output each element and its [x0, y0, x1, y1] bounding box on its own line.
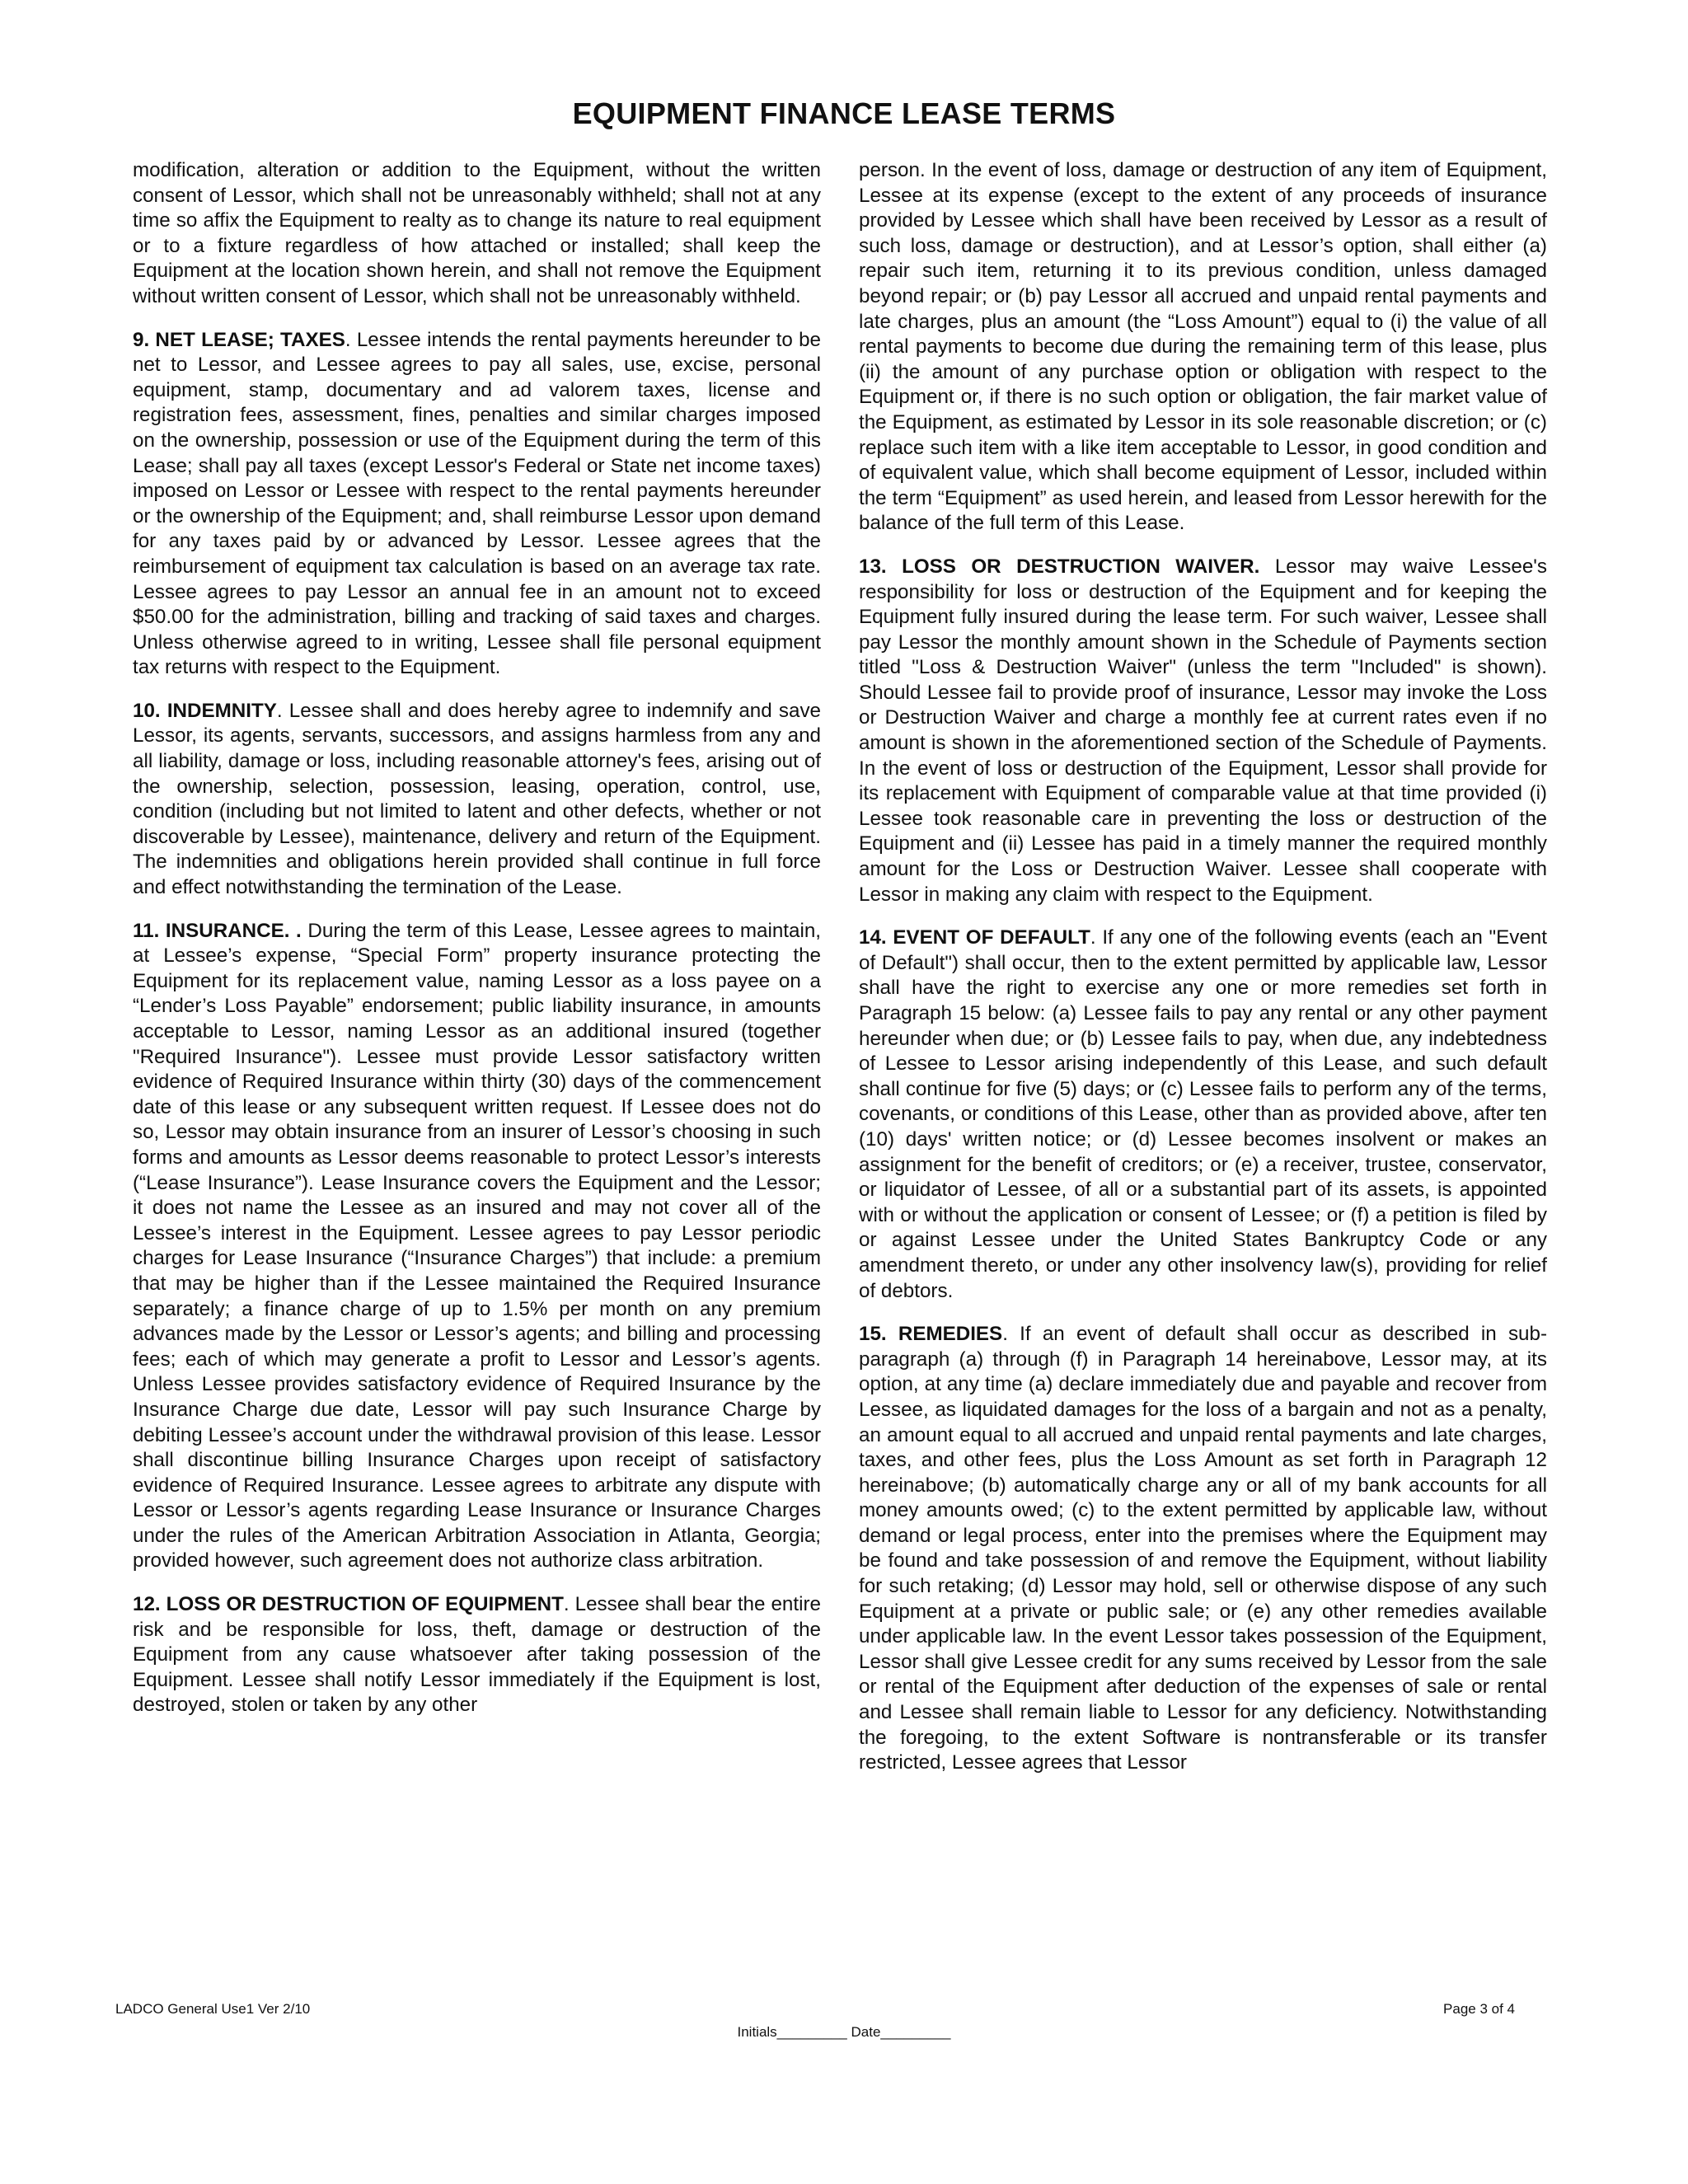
section-14-event-of-default	[859, 926, 1547, 1304]
document-title: EQUIPMENT FINANCE LEASE TERMS	[572, 96, 1116, 130]
section-heading: 12. LOSS OR DESTRUCTION OF EQUIPMENT	[133, 1593, 564, 1616]
paragraph-text: modification, alteration or addition to the Equipment, without the written consent of Lessor, which shall not be unreasonably withheld; shall not at any time so affix the Equipment to realty as to change its nature to real equipment or to a fixture regardless of how attached or installed; shall keep the Equipment at the location shown herein, and shall not remove the Equipment without written consent of Lessor, which shall not be unreasonably withheld.	[133, 159, 821, 307]
section-13-loss-destruction-waiver	[859, 555, 1547, 907]
section-body: . Lessee intends the rental payments hereunder to be net to Lessor, and Lessee agrees to pay all sales, use, excise, personal equipment, stamp, documentary and ad valorem taxes, license and registration fees, assessment, fines, penalties and similar charges imposed on the ownership, possession or use of the Equipment during the term of this Lease; shall pay all taxes (except Lessor's Federal or State net income taxes) imposed on Lessor or Lessee with respect to the rental payments hereunder or the ownership of the Equipment; and, shall reimburse Lessor upon demand for any taxes paid by or advanced by Lessor. Lessee agrees that the reimbursement of equipment tax calculation is based on an average tax rate. Lessee agrees to pay Lessor an annual fee in an amount not to exceed $50.00 for the administration, billing and tracking of said taxes and charges. Unless otherwise agreed to in writing, Lessee shall file personal equipment tax returns with respect to the Equipment.	[133, 328, 822, 679]
section-9-net-lease-taxes	[133, 328, 821, 681]
paragraph-8-continued	[133, 158, 821, 310]
section-body: . Lessee shall bear the entire risk and be responsible for loss, theft, damage or destruction of the Equipment from any cause whatsoever after taking possession of the Equipment. Lessee shall notify Lessor immediately if the Equipment is lost, destroyed, stolen or taken by any other	[133, 1593, 821, 1717]
right-column	[859, 158, 1547, 1794]
section-heading: 13. LOSS OR DESTRUCTION WAIVER.	[859, 555, 1260, 578]
page-number: Page 3 of 4	[1443, 2001, 1515, 2017]
initials-date-line: Initials_________ Date_________	[737, 2024, 951, 2040]
paragraph-12-continued	[859, 158, 1547, 537]
section-heading: 11. INSURANCE. .	[133, 919, 302, 942]
section-heading: 9. NET LEASE; TAXES	[133, 328, 345, 351]
section-heading: 15. REMEDIES	[859, 1323, 1003, 1346]
section-heading: 14. EVENT OF DEFAULT	[859, 926, 1090, 949]
left-column	[133, 158, 821, 1736]
section-body: During the term of this Lease, Lessee agrees to maintain, at Lessee’s expense, “Special Form” property insurance protecting the Equipment for its replacement value, naming Lessor as a loss payee on a “Lender’s Loss Payable” endorsement; public liability insurance, in amounts acceptable to Lessor, naming Lessor as an additional insured (together "Required Insurance"). Lessee must provide Lessor satisfactory written evidence of Required Insurance within thirty (30) days of the commencement date of this lease or any subsequent written request. If Lessee does not do so, Lessor may obtain insurance from an insurer of Lessor’s choosing in such forms and amounts as Lessor deems reasonable to protect Lessor’s interests (“Lease Insurance”). Lease Insurance covers the Equipment and the Lessor; it does not name the Lessee as an insured and may not cover all of the Lessee’s interest in the Equipment. Lessee agrees to pay Lessor periodic charges for Lease Insurance (“Insurance Charges”) that include: a premium that may be higher than if the Lessee maintained the Required Insurance separately; a finance charge of up to 1.5% per month on any premium advances made by the Lessor or Lessor’s agents; and billing and processing fees; each of which may generate a profit to Lessor and Lessor’s agents. Unless Lessee provides satisfactory evidence of Required Insurance by the Insurance Charge due date, Lessor will pay such Insurance Charge by debiting Lessee’s account under the withdrawal provision of this lease. Lessor shall discontinue billing Insurance Charges upon receipt of satisfactory evidence of Required Insurance. Lessee agrees to arbitrate any dispute with Lessor or Lessor’s agents regarding Lease Insurance or Insurance Charges under the rules of the American Arbitration Association in Atlanta, Georgia; provided however, such agreement does not authorize class arbitration.	[133, 919, 821, 1572]
paragraph-text: person. In the event of loss, damage or destruction of any item of Equipment, Lessee at its expense (except to the extent of any proceeds of insurance provided by Lessee which shall have been received by Lessor as a result of such loss, damage or destruction), and at Lessor’s option, shall either (a) repair such item, returning it to its previous condition, unless damaged beyond repair; or (b) pay Lessor all accrued and unpaid rental payments and late charges, plus an amount (the “Loss Amount”) equal to (i) the value of all rental payments to become due during the remaining term of this lease, plus (ii) the amount of any purchase option or obligation with respect to the Equipment or, if there is no such option or obligation, the fair market value of the Equipment, as estimated by Lessor in its sole reasonable discretion; or (c) replace such item with a like item acceptable to Lessor, in good condition and of equivalent value, which shall become equipment of Lessor, included within the term “Equipment” as used herein, and leased from Lessor herewith for the balance of the full term of this Lease.	[859, 159, 1547, 535]
section-heading: 10. INDEMNITY	[133, 699, 277, 722]
form-version: LADCO General Use1 Ver 2/10	[115, 2001, 311, 2017]
section-12-loss-or-destruction	[133, 1592, 821, 1718]
section-body: Lessor may waive Lessee's responsibility for loss or destruction of the Equipment and for keeping the Equipment fully insured during the lease term. For such waiver, Lessee shall pay Lessor the monthly amount shown in the Schedule of Payments section titled "Loss & Destruction Waiver" (unless the term "Included" is shown). Should Lessee fail to provide proof of insurance, Lessor may invoke the Loss or Destruction Waiver and charge a monthly fee at current rates even if no amount is shown in the aforementioned section of the Schedule of Payments. In the event of loss or destruction of the Equipment, Lessor shall provide for its replacement with Equipment of comparable value at that time provided (i) Lessee took reasonable care in preventing the loss or destruction of the Equipment and (ii) Lessee has paid in a timely manner the required monthly amount for the Loss or Destruction Waiver. Lessee shall cooperate with Lessor in making any claim with respect to the Equipment.	[859, 555, 1547, 906]
section-10-indemnity	[133, 699, 821, 901]
section-body: . If an event of default shall occur as described in sub-paragraph (a) through (f) in Paragraph 14 hereinabove, Lessor may, at its option, at any time (a) declare immediately due and payable and recover from Lessee, as liquidated damages for the loss of a bargain and not as a penalty, an amount equal to all accrued and unpaid rental payments and late charges, taxes, and other fees, plus the Loss Amount as set forth in Paragraph 12 hereinabove; (b) automatically charge any or all of my bank accounts for all money amounts owed; (c) to the extent permitted by applicable law, without demand or legal process, enter into the premises where the Equipment may be found and take possession of and remove the Equipment, without liability for such retaking; (d) Lessor may hold, sell or otherwise dispose of any such Equipment at a private or public sale; or (e) any other remedies available under applicable law. In the event Lessor takes possession of the Equipment, Lessor shall give Lessee credit for any sums received by Lessor from the sale or rental of the Equipment after deduction of the expenses of sale or rental and Lessee shall remain liable to Lessor for any deficiency. Notwithstanding the foregoing, to the extent Software is nontransferable or its transfer restricted, Lessee agrees that Lessor	[859, 1323, 1547, 1774]
section-15-remedies	[859, 1322, 1547, 1776]
section-body: . If any one of the following events (each an "Event of Default") shall occur, then to the extent permitted by applicable law, Lessor shall have the right to exercise any one or more remedies set forth in Paragraph 15 below: (a) Lessee fails to pay any rental or any other payment hereunder when due; or (b) Lessee fails to pay, when due, any indebtedness of Lessee to Lessor arising independently of this Lease, and such default shall continue for five (5) days; or (c) Lessee fails to perform any of the terms, covenants, or conditions of this Lease, other than as provided above, after ten (10) days' written notice; or (d) Lessee becomes insolvent or makes an assignment for the benefit of creditors; or (e) a receiver, trustee, conservator, or liquidator of Lessee, of all or a substantial part of its assets, is appointed with or without the application or consent of Lessee; or (f) a petition is filed by or against Lessee under the United States Bankruptcy Code or any amendment thereto, or under any other insolvency law(s), providing for relief of debtors.	[859, 926, 1547, 1302]
section-body: . Lessee shall and does hereby agree to indemnify and save Lessor, its agents, servants, successors, and assigns harmless from any and all liability, damage or loss, including reasonable attorney's fees, arising out of the ownership, selection, possession, leasing, operation, control, use, condition (including but not limited to latent and other defects, whether or not discoverable by Lessee), maintenance, delivery and return of the Equipment. The indemnities and obligations herein provided shall continue in full force and effect notwithstanding the termination of the Lease.	[133, 699, 821, 899]
section-11-insurance	[133, 919, 821, 1574]
